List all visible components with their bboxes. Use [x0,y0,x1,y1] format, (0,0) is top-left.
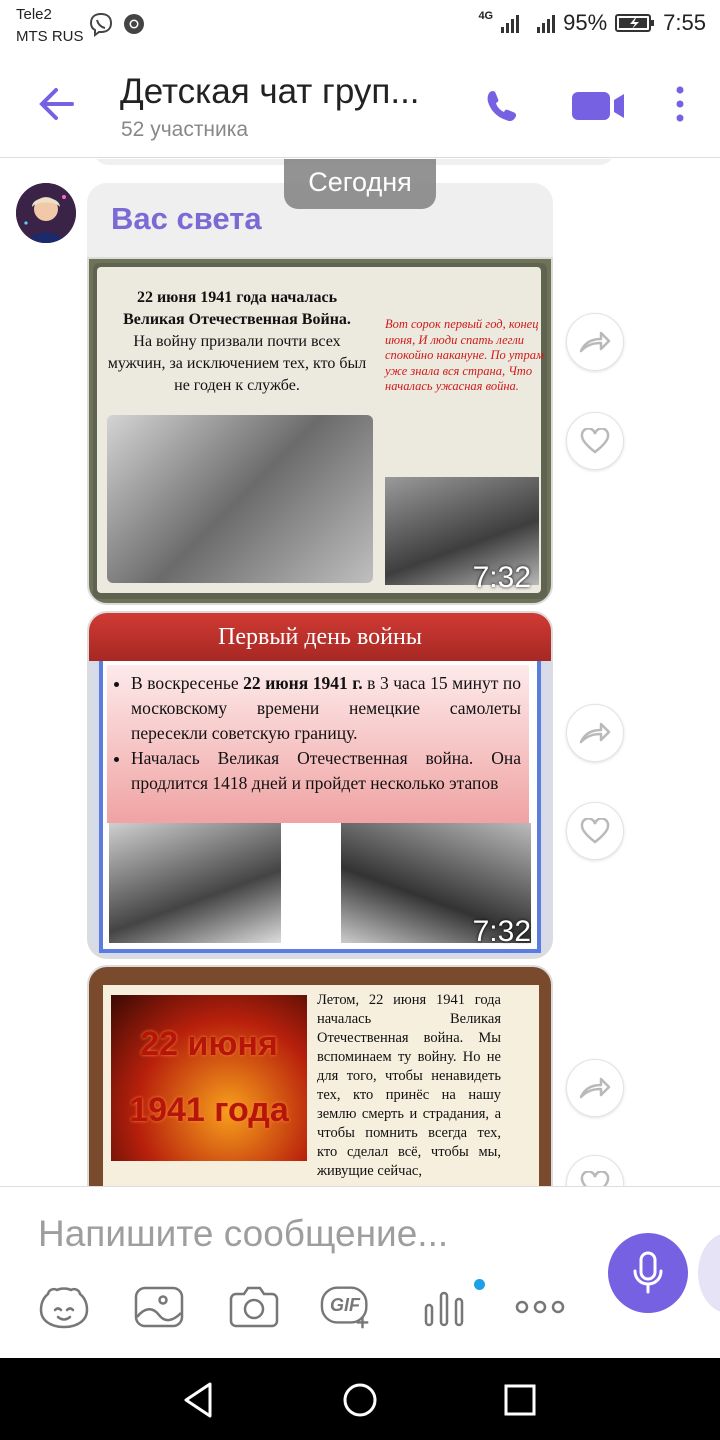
notification-icons [88,12,146,38]
like-button[interactable] [566,412,624,470]
sender-name[interactable]: Вас света [111,201,262,236]
slide-2-bullets [107,665,529,823]
carrier-info [16,4,84,48]
date-poster [111,995,307,1161]
chat-title[interactable]: Детская чат груп... [120,72,420,111]
share-arrow-icon [579,1075,611,1101]
chrome-icon [122,12,146,36]
nav-back-icon[interactable] [180,1380,220,1420]
bullet-1-bold: 22 июня 1941 г. [243,673,363,693]
message-time: 7:32 [472,561,531,594]
share-arrow-icon [579,329,611,355]
gif-label: GIF [330,1295,360,1315]
slide-1-poem: Вот сорок первый год, конец июня, И люди спать легли спокойно накануне. По утрам уже знала вся страна, Что началась ужасная война. [385,317,544,393]
carrier-2: MTS RUS [16,28,84,45]
clock: 7:55 [663,10,706,35]
camera-button[interactable] [226,1283,282,1331]
image-message-1[interactable] [87,257,553,605]
forward-button[interactable] [566,704,624,762]
nav-home-icon[interactable] [340,1380,380,1420]
signal-icon-2 [537,13,555,33]
signal-icon [501,13,519,33]
poster-line-2: 1941 года [129,1091,289,1129]
more-horizontal-icon [514,1297,566,1317]
like-button[interactable] [566,1155,624,1186]
heart-icon [580,428,610,454]
secondary-button[interactable] [698,1233,720,1313]
video-camera-icon[interactable] [570,86,626,126]
like-button[interactable] [566,802,624,860]
bullet-1-prefix: В воскресенье [131,673,244,693]
gallery-icon [133,1285,185,1329]
poll-icon [420,1285,468,1329]
heart-icon [580,1171,610,1186]
status-bar [0,0,720,52]
share-arrow-icon [579,720,611,746]
message-input[interactable]: Напишите сообщение... [38,1213,449,1254]
message-time: 7:32 [472,915,531,948]
date-separator: Сегодня [284,159,436,209]
message-composer [0,1186,720,1358]
chat-header [0,52,720,158]
slide-1-body: На войну призвали почти всех мужчин, за исключением тех, кто был не годен к службе. [107,333,367,394]
phone-icon[interactable] [482,86,522,126]
image-message-2[interactable] [87,611,553,959]
network-label: 4G [478,10,494,22]
new-feature-badge [474,1279,485,1290]
slide-3-text: Летом, 22 июня 1941 года началась Великая Отечественная война. Мы вспоминаем ту войну. Но не для того, чтобы ненавидеть тех, кто принёс на нашу землю смерть и страдания, а чтобы помнить всегда тех, кто сделал всё, чтобы мы, живущие сейчас, [317,992,501,1179]
battery-percent: 95% [563,10,608,35]
poster-line-1: 22 июня [140,1025,278,1063]
gif-button[interactable] [320,1283,376,1331]
microphone-icon [630,1251,666,1295]
voice-record-button[interactable] [608,1233,688,1313]
slide-3-panel [103,985,539,1186]
slide-1-heading-2: Великая Отечественная Война. [123,311,351,328]
image-message-3[interactable] [87,965,553,1186]
slide-2-bullet-1 [131,671,521,746]
slide-1-heading-1: 22 июня 1941 года началась [136,289,338,306]
slide-2-bullet-2: • Началась Великая Отечественная война. Она продлится 1418 дней и пройдет несколько этапов [131,746,521,796]
slide-1-text [105,287,369,397]
forward-button[interactable] [566,313,624,371]
more-vertical-icon[interactable] [664,84,696,124]
war-photo [107,415,373,583]
nav-recents-icon[interactable] [500,1380,540,1420]
more-options-button[interactable] [512,1283,568,1331]
battle-photo-1 [109,823,281,943]
sticker-button[interactable] [36,1283,92,1331]
sticker-icon [38,1284,90,1330]
gallery-button[interactable] [131,1283,187,1331]
carrier-1: Tele2 [16,6,52,23]
chat-area[interactable] [0,159,720,1186]
forward-button[interactable] [566,1059,624,1117]
avatar-image [16,183,76,243]
bullet-1-rest: в 3 часа 15 минут по московскому времени немецкие самолеты пересекли советскую границу. [131,673,522,743]
avatar[interactable] [16,183,76,243]
status-right [478,10,706,36]
participants-count[interactable]: 52 участника [121,118,249,141]
poll-button[interactable] [416,1283,472,1331]
camera-icon [227,1285,281,1329]
viber-notification-icon [88,12,114,38]
back-arrow-icon[interactable] [36,84,76,124]
heart-icon [580,818,610,844]
slide-2-title: Первый день войны [89,613,551,661]
system-navigation-bar [0,1358,720,1440]
battery-charging-icon [615,13,655,33]
